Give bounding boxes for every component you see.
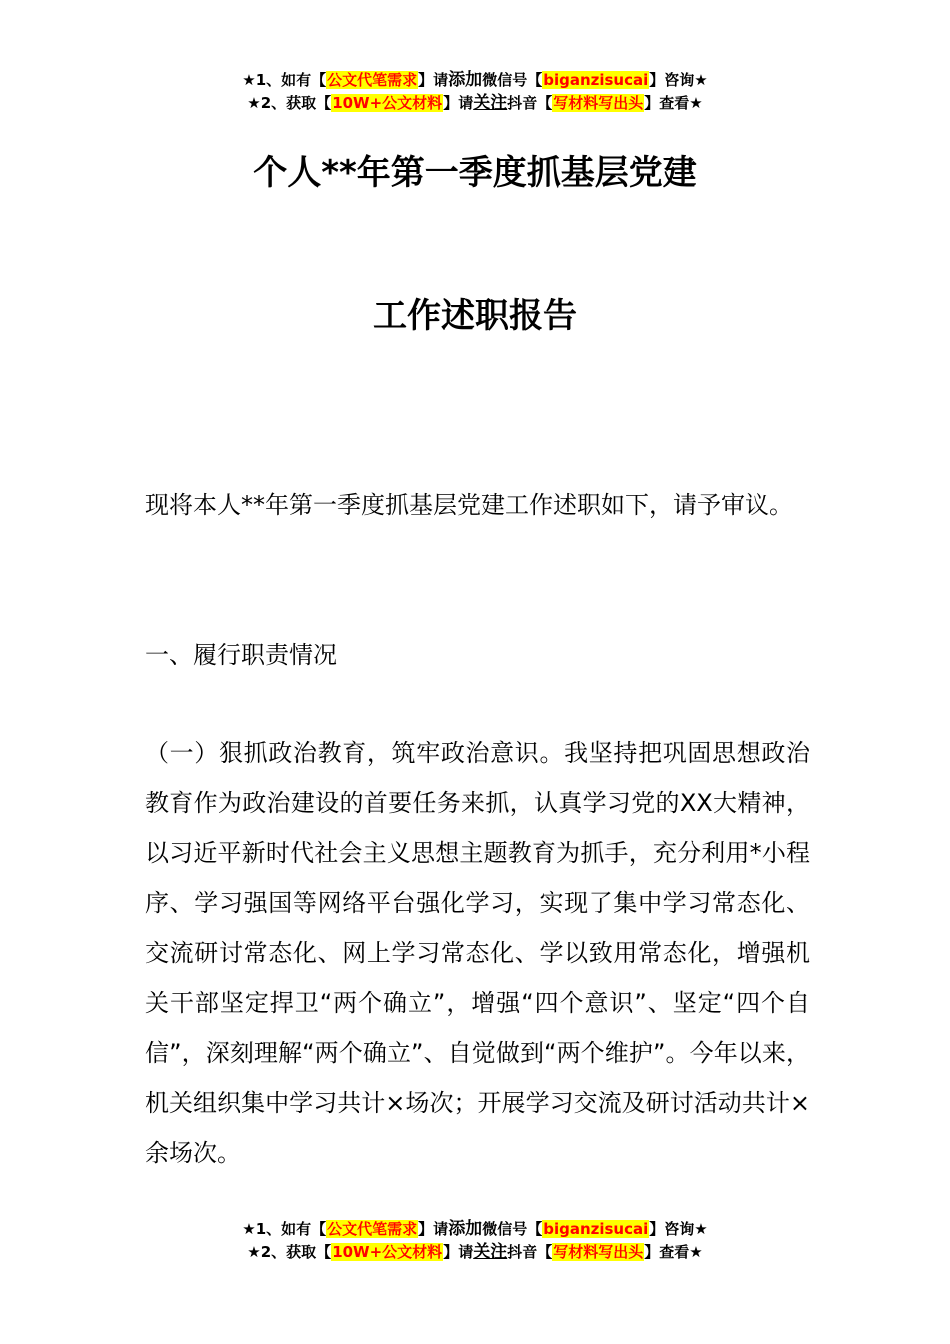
promo-emphasis: 关注 xyxy=(473,1242,508,1262)
promo-text: 微信号【 xyxy=(482,71,543,89)
promo-text: ★1、如有【 xyxy=(242,1220,327,1238)
promo-highlight-wechat-id: biganzisucai xyxy=(543,1220,649,1238)
promo-text: 】查看★ xyxy=(644,1243,703,1261)
document-title-line-1: 个人**年第一季度抓基层党建 xyxy=(253,153,697,193)
promo-highlight-service: 公文代笔需求 xyxy=(327,71,418,89)
promo-highlight-materials: 10W+公文材料 xyxy=(332,94,443,112)
promo-text: ★2、获取【 xyxy=(247,94,332,112)
promo-line-1 xyxy=(0,69,950,92)
intro-paragraph: 现将本人**年第一季度抓基层党建工作述职如下，请予审议。 xyxy=(145,491,793,519)
promo-text: ★2、获取【 xyxy=(247,1243,332,1261)
promo-line-1 xyxy=(0,1218,950,1241)
promo-text: 】咨询★ xyxy=(649,71,708,89)
promo-text: 】请 xyxy=(418,71,449,89)
promo-banner-bottom xyxy=(0,1218,950,1264)
promo-text: ★1、如有【 xyxy=(242,71,327,89)
promo-text: 】查看★ xyxy=(644,94,703,112)
promo-highlight-materials: 10W+公文材料 xyxy=(332,1243,443,1261)
promo-text: 】请 xyxy=(418,1220,449,1238)
promo-text: 抖音【 xyxy=(507,94,553,112)
promo-text: 】请 xyxy=(443,1243,474,1261)
promo-emphasis: 关注 xyxy=(473,93,508,113)
promo-highlight-wechat-id: biganzisucai xyxy=(543,71,649,89)
body-paragraph: （一）狠抓政治教育，筑牢政治意识。我坚持把巩固思想政治教育作为政治建设的首要任务来抓，认真学习党的XX大精神，以习近平新时代社会主义思想主题教育为抓手，充分利用*小程序、学习强国等网络平台强化学习，实现了集中学习常态化、交流研讨常态化、网上学习常态化、学以致用常态化，增强机关干部坚定捍卫“两个确立”，增强“四个意识”、坚定“四个自信”，深刻理解“两个确立”、自觉做到“两个维护”。今年以来，机关组织集中学习共计×场次；开展学习交流及研讨活动共计×余场次。 xyxy=(145,739,810,1167)
promo-text: 】请 xyxy=(443,94,474,112)
promo-text: 抖音【 xyxy=(507,1243,553,1261)
promo-banner-top xyxy=(0,69,950,115)
promo-line-2 xyxy=(0,92,950,115)
document-title-line-2: 工作述职报告 xyxy=(373,296,577,336)
promo-emphasis: 添加 xyxy=(448,70,483,90)
promo-highlight-douyin-id: 写材料写出头 xyxy=(553,1243,644,1261)
promo-emphasis: 添加 xyxy=(448,1219,483,1239)
promo-highlight-service: 公文代笔需求 xyxy=(327,1220,418,1238)
promo-text: 微信号【 xyxy=(482,1220,543,1238)
promo-highlight-douyin-id: 写材料写出头 xyxy=(553,94,644,112)
promo-text: 】咨询★ xyxy=(649,1220,708,1238)
section-heading: 一、履行职责情况 xyxy=(145,641,337,669)
promo-line-2 xyxy=(0,1241,950,1264)
